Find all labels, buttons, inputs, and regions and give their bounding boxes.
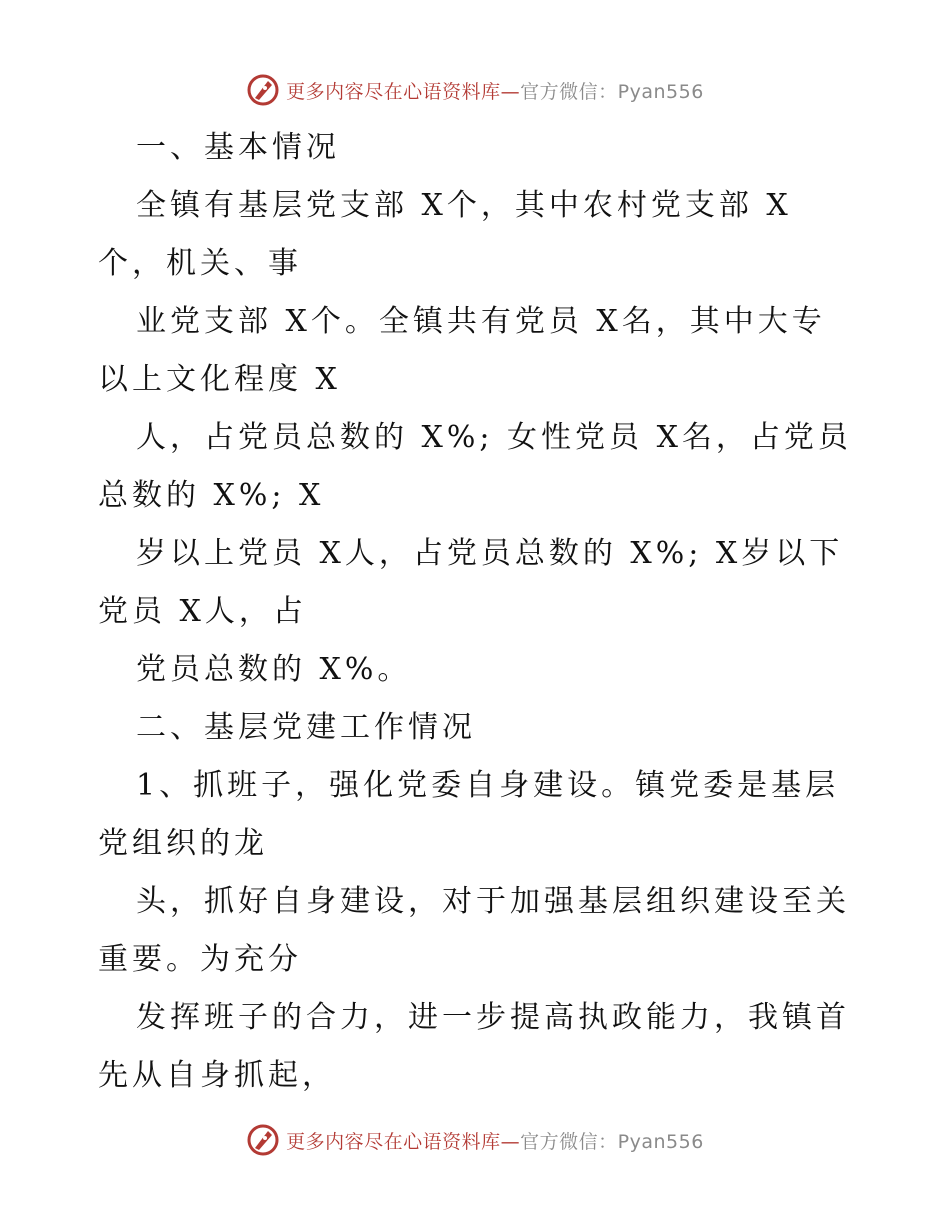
paragraph-line: 1、抓班子，强化党委自身建设。镇党委是基层 bbox=[136, 768, 840, 803]
paragraph-line: 党组织的龙 bbox=[98, 826, 268, 861]
paragraph-line: 岁以上党员 X人，占党员总数的 X%; X岁以下 bbox=[136, 536, 844, 571]
paragraph-line: 重要。为充分 bbox=[98, 942, 302, 977]
pen-nib-logo-icon bbox=[246, 1123, 280, 1157]
paragraph-line: 全镇有基层党支部 X个，其中农村党支部 X bbox=[136, 188, 792, 223]
paragraph-line: 以上文化程度 X bbox=[98, 362, 341, 397]
paragraph-line: 业党支部 X个。全镇共有党员 X名，其中大专 bbox=[136, 304, 826, 339]
pen-nib-logo-icon bbox=[246, 73, 280, 107]
paragraph-line: 党员总数的 X%。 bbox=[136, 652, 412, 687]
paragraph-line: 发挥班子的合力，进一步提高执政能力，我镇首 bbox=[136, 1000, 850, 1035]
watermark-text: 更多内容尽在心语资料库—官方微信：Pyan556 bbox=[286, 1130, 704, 1153]
section-heading: 二、基层党建工作情况 bbox=[136, 710, 476, 745]
paragraph-line: 人，占党员总数的 X%; 女性党员 X名，占党员 bbox=[136, 420, 852, 455]
paragraph-line: 个，机关、事 bbox=[98, 246, 302, 281]
paragraph-line: 总数的 X%; X bbox=[98, 478, 325, 513]
paragraph-line: 头，抓好自身建设，对于加强基层组织建设至关 bbox=[136, 884, 850, 919]
paragraph-line: 先从自身抓起， bbox=[98, 1058, 336, 1093]
footer-watermark bbox=[0, 1120, 950, 1160]
paragraph-line: 党员 X人，占 bbox=[98, 594, 307, 629]
watermark-text: 更多内容尽在心语资料库—官方微信：Pyan556 bbox=[286, 80, 704, 103]
header-watermark bbox=[0, 70, 950, 110]
section-heading: 一、基本情况 bbox=[136, 130, 340, 165]
